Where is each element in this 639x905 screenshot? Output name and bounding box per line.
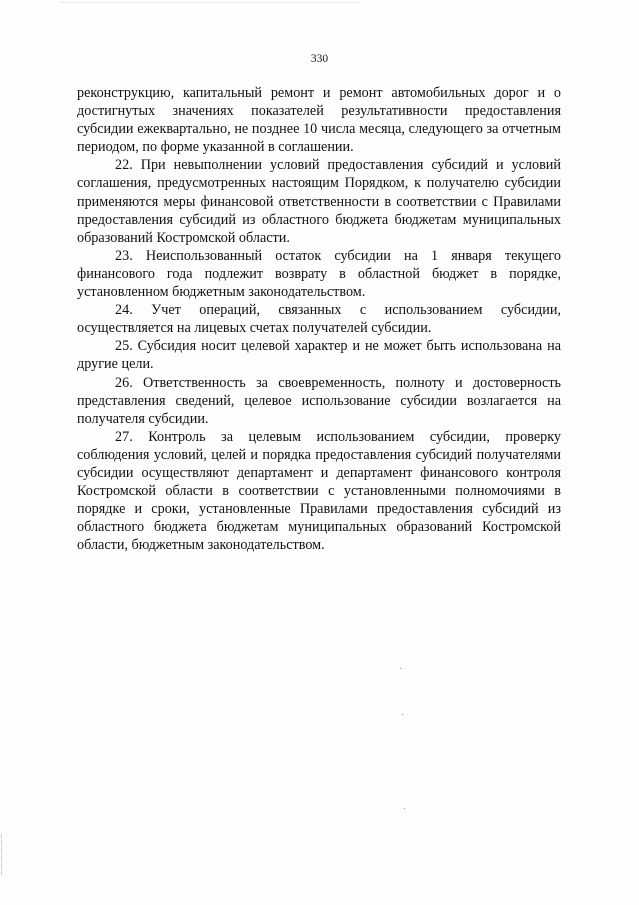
paragraph-23: 23. Неиспользованный остаток субсидии на 1 января текущего финансового года подлежит возврату в областной бюджет в порядке, установленном бюджетным законодательством. — [77, 247, 561, 301]
scan-speck — [402, 714, 403, 715]
paragraph-22: 22. При невыполнении условий предоставления субсидий и условий соглашения, предусмотренных настоящим Порядком, к получателю субсидии применяются меры финансовой ответственности в соответствии с Правилами предоставления субсидий из областного бюджета бюджетам муниципальных образований Костромской области. — [77, 157, 561, 246]
paragraph-24: 24. Учет операций, связанных с использованием субсидии, осуществляется на лицевых счетах получателей субсидии. — [77, 302, 561, 337]
paragraph-25: 25. Субсидия носит целевой характер и не может быть использована на другие цели. — [77, 338, 561, 373]
scan-speck — [400, 668, 401, 669]
scan-edge-artifact — [1, 835, 5, 875]
document-body — [77, 84, 561, 554]
scan-artifact — [60, 2, 360, 5]
paragraph-27: 27. Контроль за целевым использованием субсидии, проверку соблюдения условий, целей и порядка предоставления субсидий получателями субсидии осуществляют департамент и департамент финансового контроля Костромской области в соответствии с установленными полномочиями в порядке и сроки, установленные Правилами предоставления субсидий из областного бюджета бюджетам муниципальных образований Костромской области, бюджетным законодательством. — [77, 428, 561, 554]
page-number: 330 — [310, 53, 329, 65]
paragraph-26: 26. Ответственность за своевременность, полноту и достоверность представления сведений, целевое использование субсидии возлагается на получателя субсидии. — [77, 374, 561, 427]
paragraph-continuation: реконструкцию, капитальный ремонт и ремонт автомобильных дорог и о достигнутых значениях показателей результативности предоставления субсидии ежеквартально, не позднее 10 числа месяца, следующего за отчетным периодом, по форме указанной в соглашении. — [77, 85, 561, 156]
scan-speck — [404, 808, 405, 809]
